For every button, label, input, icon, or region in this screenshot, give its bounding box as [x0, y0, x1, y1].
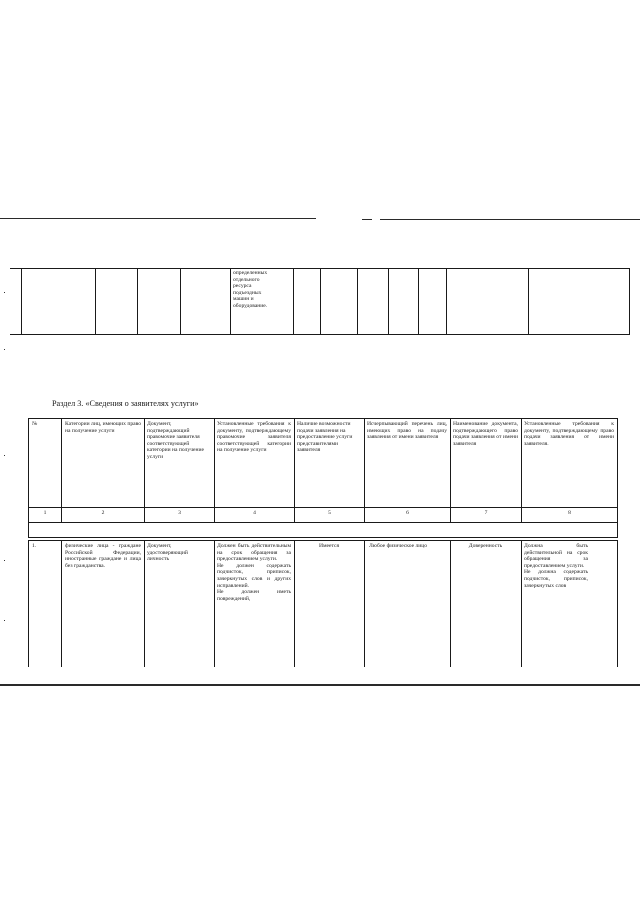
table-col-rule	[364, 540, 365, 667]
column-number: 3	[178, 510, 181, 516]
column-number: 6	[406, 510, 409, 516]
top-table-col-rule	[446, 268, 447, 335]
top-fragment-cell-text: определенных отдельного ресурса подъездных машин и оборудование.	[233, 270, 268, 309]
row-cell-representative-possibility: Имеется	[318, 543, 340, 549]
header-cell-authority-document: Документ, подтверждающий правомочие заявителя соответствующей категории на получение услуги	[147, 421, 204, 460]
table-col-rule	[294, 540, 295, 667]
table-col-rule	[144, 540, 145, 667]
table-col-rule	[450, 540, 451, 667]
row-cell-number: 1.	[32, 543, 37, 549]
table-numbers-bottom-rule	[28, 522, 618, 523]
table-empty-row-bottom-rule	[28, 537, 618, 538]
header-cell-proxy-document: Наименование документа, подтверждающего право подачи заявления от имени заявителя	[453, 421, 518, 447]
column-number: 8	[568, 510, 571, 516]
scan-edge-bottom	[0, 684, 640, 686]
table-header-bottom-rule	[28, 507, 618, 508]
header-cell-authority-requirements: Установленные требования к документу, подтверждающему правомочие заявителя соответствующей категории на получение услуги	[217, 421, 291, 454]
top-table-col-rule	[320, 268, 321, 335]
scan-edge-top-dash	[362, 219, 372, 220]
section-title: Раздел 3. «Сведения о заявителях услуги»	[52, 399, 199, 408]
table-col-rule	[214, 540, 215, 667]
top-table-col-rule	[95, 268, 96, 335]
table-row-top-rule	[28, 540, 618, 541]
table-col-rule	[521, 418, 522, 522]
row-cell-authority-document: Документ, удостоверяющий личность	[147, 543, 188, 563]
table-col-rule	[61, 540, 62, 667]
scan-edge-top-right	[380, 219, 640, 220]
header-cell-category: Категории лиц, имеющих право на получение услуги	[65, 421, 141, 434]
top-table-col-rule	[357, 268, 358, 335]
table-left-border	[28, 418, 29, 538]
column-number: 2	[101, 510, 105, 516]
table-col-rule	[294, 418, 295, 522]
table-left-border	[28, 540, 29, 667]
top-table-col-rule	[21, 268, 22, 335]
top-table-col-rule	[418, 268, 419, 335]
top-table-col-rule	[293, 268, 294, 335]
column-number: 5	[328, 510, 331, 516]
column-number: 1	[43, 510, 47, 516]
scan-speck	[4, 620, 5, 621]
table-right-border	[617, 418, 618, 538]
table-top-border	[28, 418, 618, 419]
column-number: 4	[253, 510, 256, 516]
header-cell-representative-possibility: Наличие возможности подачи заявления на предоставление услуги представителями заявителя	[297, 421, 353, 454]
top-table-col-rule	[137, 268, 138, 335]
row-cell-category: физические лица - граждане Российской Федерации, иностранные граждане и лица без гражданства.	[65, 543, 141, 569]
header-cell-representatives-list: Исчерпывающий перечень лиц, имеющих право на подачу заявления от имени заявителя	[367, 421, 447, 441]
table-col-rule	[450, 418, 451, 522]
top-table-col-rule	[629, 268, 630, 335]
top-table-col-rule	[388, 268, 389, 335]
scan-speck	[4, 560, 5, 561]
top-table-col-rule	[528, 268, 529, 335]
row-cell-proxy-document: Доверенность	[468, 543, 503, 549]
table-col-rule	[214, 418, 215, 522]
scan-speck	[4, 292, 5, 293]
row-cell-representatives-list: Любое физическое лицо	[369, 543, 428, 549]
row-cell-authority-requirements: Должен быть действительным на срок обращения за предоставлением услуги. Не должен содержать подчисток, приписок, зачеркнутых слов и других исправлений. Не должен иметь повреждений,	[217, 543, 291, 602]
table-col-rule	[521, 540, 522, 667]
table-col-rule	[364, 418, 365, 522]
table-right-border	[617, 540, 618, 667]
header-cell-proxy-requirements: Установленные требования к документу, подтверждающему право подачи заявления от имени заявителя.	[524, 421, 614, 447]
table-col-rule	[61, 418, 62, 522]
scan-speck	[4, 349, 5, 350]
scan-edge-top	[0, 218, 316, 219]
scan-speck	[4, 455, 5, 456]
column-number: 7	[484, 510, 488, 516]
header-cell-number: №	[32, 421, 38, 427]
top-table-col-rule	[180, 268, 181, 335]
top-table-col-rule	[230, 268, 231, 335]
row-cell-proxy-requirements: Должна быть действительной на срок обращения за предоставлением услуги. Не должна содержать подчисток, приписок, зачеркнутых слов	[524, 543, 588, 589]
table-col-rule	[144, 418, 145, 522]
